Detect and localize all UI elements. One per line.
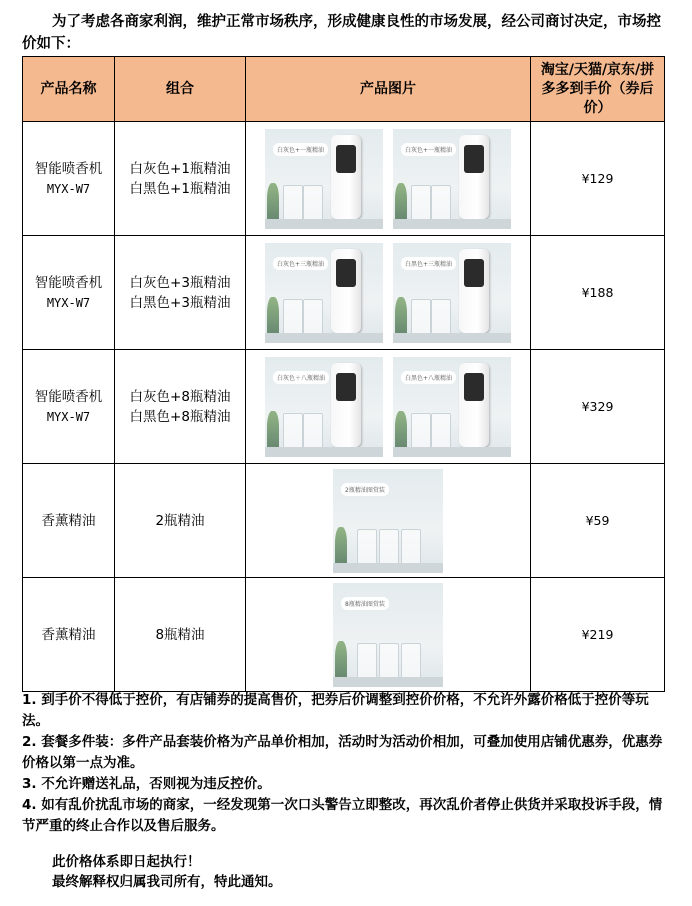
oil-bottle [379, 643, 399, 679]
combo-line: 8瓶精油 [155, 626, 205, 643]
essential-oil-photo [333, 469, 443, 573]
product-model: MYX-W7 [46, 295, 91, 310]
price-cell [531, 464, 665, 578]
oil-bottle [411, 299, 431, 335]
photo-tag: 白黑色+三瓶精油 [401, 257, 456, 270]
price-value: ¥59 [585, 512, 610, 528]
header-product-name: 产品名称 [23, 57, 115, 122]
oil-bottle [401, 529, 421, 565]
price-value: ¥129 [581, 170, 614, 186]
diffuser-device [459, 135, 489, 219]
intro-paragraph: 为了考虑各商家利润，维护正常市场秩序，形成健康良性的市场发展，经公司商讨决定，市场控价如下： [22, 14, 661, 52]
notes-section [22, 690, 670, 837]
oil-bottle [303, 299, 323, 335]
oil-bottle [357, 643, 377, 679]
plant-graphic [335, 527, 347, 567]
oil-bottle [357, 529, 377, 565]
photo-tag: 白灰色+一瓶精油 [273, 143, 328, 156]
oil-bottle [411, 185, 431, 221]
plant-graphic [395, 297, 407, 337]
header-combo: 组合 [115, 57, 246, 122]
price-table [22, 56, 665, 692]
combo-line: 白灰色+1瓶精油 [129, 160, 231, 177]
photo-tag: 白灰色+三瓶精油 [273, 257, 328, 270]
oil-bottle [431, 185, 451, 221]
diffuser-photo [393, 129, 511, 229]
price-cell [531, 236, 665, 350]
product-name: 香薰精油 [41, 626, 96, 643]
oil-bottle [283, 413, 303, 449]
combo-line: 白灰色+3瓶精油 [129, 274, 231, 291]
product-model: MYX-W7 [46, 181, 91, 196]
note-item: 4. 如有乱价扰乱市场的商家，一经发现第一次口头警告立即整改，再次乱价者停止供货并采取投诉手段，情节严重的终止合作以及售后服务。 [22, 797, 663, 834]
diffuser-photo [265, 243, 383, 343]
price-value: ¥219 [581, 626, 614, 642]
plant-graphic [267, 183, 279, 223]
product-name: 智能喷香机 [34, 274, 103, 291]
diffuser-device [331, 363, 361, 447]
note-item: 1. 到手价不得低于控价，有店铺券的提高售价，把券后价调整到控价价格，不允许外露价格低于控价等玩法。 [22, 692, 649, 729]
photo-tag: 白灰色＋八瓶精油 [273, 371, 329, 384]
photo-tag: 2瓶精油图赏装 [341, 483, 389, 496]
product-model: MYX-W7 [46, 409, 91, 424]
surface [265, 219, 383, 229]
photo-tag: 白黑色+八瓶精油 [401, 371, 456, 384]
photo-tag: 白灰色+一瓶精油 [401, 143, 456, 156]
oil-bottle [401, 643, 421, 679]
oil-bottle [411, 413, 431, 449]
surface [333, 563, 443, 573]
table-row [23, 350, 665, 464]
combo-cell [115, 464, 246, 578]
plant-graphic [395, 411, 407, 451]
surface [393, 219, 511, 229]
oil-bottle [303, 413, 323, 449]
combo-line: 白黑色+8瓶精油 [129, 408, 231, 425]
table-row [23, 236, 665, 350]
surface [265, 333, 383, 343]
image-cell [246, 350, 531, 464]
oil-bottle [283, 299, 303, 335]
essential-oil-photo [333, 583, 443, 687]
header-price: 淘宝/天猫/京东/拼多多到手价（券后价） [531, 57, 665, 122]
header-product-image: 产品图片 [246, 57, 531, 122]
product-name-cell [23, 464, 115, 578]
diffuser-photo [393, 243, 511, 343]
image-cell [246, 122, 531, 236]
oil-bottle [303, 185, 323, 221]
price-value: ¥188 [581, 284, 614, 300]
product-name: 香薰精油 [41, 512, 96, 529]
price-cell [531, 578, 665, 692]
diffuser-device [331, 249, 361, 333]
combo-cell [115, 578, 246, 692]
combo-line: 白灰色+8瓶精油 [129, 388, 231, 405]
product-name-cell [23, 122, 115, 236]
oil-bottle [431, 299, 451, 335]
table-header-row [23, 57, 665, 122]
product-name-cell [23, 578, 115, 692]
photo-tag: 8瓶精油图赏装 [341, 597, 389, 610]
oil-bottle [379, 529, 399, 565]
diffuser-device [331, 135, 361, 219]
product-name-cell [23, 350, 115, 464]
price-value: ¥329 [581, 398, 614, 414]
product-name: 智能喷香机 [34, 160, 103, 177]
table-row [23, 578, 665, 692]
table-row [23, 464, 665, 578]
image-cell [246, 578, 531, 692]
combo-cell [115, 350, 246, 464]
plant-graphic [395, 183, 407, 223]
footer-line: 此价格体系即日起执行！ [52, 854, 201, 870]
diffuser-photo [265, 357, 383, 457]
oil-bottle [283, 185, 303, 221]
oil-bottle [431, 413, 451, 449]
price-cell [531, 350, 665, 464]
diffuser-photo [265, 129, 383, 229]
note-item: 2. 套餐多件装：多件产品套装价格为产品单价相加，活动时为活动价相加，可叠加使用店铺优惠券，优惠券价格以第一点为准。 [22, 734, 663, 771]
image-cell [246, 464, 531, 578]
image-cell [246, 236, 531, 350]
combo-line: 白黑色+1瓶精油 [129, 180, 231, 197]
diffuser-photo [393, 357, 511, 457]
plant-graphic [335, 641, 347, 681]
diffuser-device [459, 249, 489, 333]
price-cell [531, 122, 665, 236]
table-row [23, 122, 665, 236]
footer-line: 最终解释权归属我司所有，特此通知。 [52, 874, 282, 890]
product-name: 智能喷香机 [34, 388, 103, 405]
surface [265, 447, 383, 457]
surface [333, 677, 443, 687]
footer-notice [52, 852, 282, 892]
combo-line: 2瓶精油 [155, 512, 205, 529]
diffuser-device [459, 363, 489, 447]
product-name-cell [23, 236, 115, 350]
combo-line: 白黑色+3瓶精油 [129, 294, 231, 311]
surface [393, 447, 511, 457]
note-item: 3. 不允许赠送礼品，否则视为违反控价。 [22, 776, 271, 792]
plant-graphic [267, 411, 279, 451]
combo-cell [115, 122, 246, 236]
plant-graphic [267, 297, 279, 337]
surface [393, 333, 511, 343]
combo-cell [115, 236, 246, 350]
